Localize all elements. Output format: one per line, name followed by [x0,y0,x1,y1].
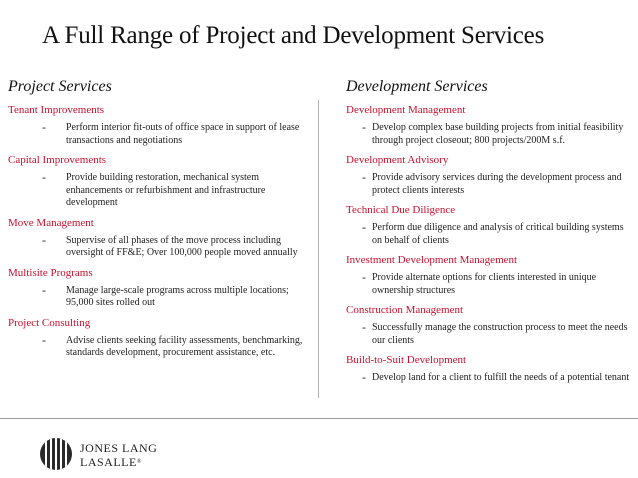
section-title: Development Management [346,104,466,116]
bullet-text: Provide building restoration, mechanical system enhancements or refurbishment and infrastructure development [66,172,266,208]
logo-wordmark [80,441,157,469]
bullet-item [346,172,636,197]
bullet-text: Develop land for a client to fulfill the needs of a potential tenant [372,372,630,383]
bullet-item [8,282,313,310]
section-title: Project Consulting [8,316,91,329]
dash-marker: - [362,370,366,384]
section-tenant-improvements [8,104,313,147]
section-construction-management [346,304,636,347]
bullet-text: Provide alternate options for clients interested in unique ownership structures [372,272,597,296]
section-move-management [8,217,313,260]
section-development-management [346,104,636,147]
dash-marker: - [362,320,366,334]
column-divider [318,100,319,398]
bullet-text: Develop complex base building projects from initial feasibility through project closeout; 800 projects/200M s.f. [372,122,624,146]
dash-marker: - [362,220,366,234]
section-title: Investment Development Management [346,254,518,266]
bullet-item [346,122,636,147]
section-capital-improvements [8,154,313,210]
development-services-column [346,78,636,392]
section-title: Technical Due Diligence [346,204,456,216]
dash-marker: - [42,232,46,247]
section-title: Development Advisory [346,154,449,166]
section-title: Construction Management [346,304,464,316]
logo-line-2-text: LASALLE [80,455,137,469]
section-title: Tenant Improvements [8,104,105,116]
logo-line-1: JONES LANG [80,441,158,455]
project-services-heading: Project Services [8,78,112,95]
bullet-item [346,372,636,385]
bullet-item [346,272,636,297]
section-title: Capital Improvements [8,154,107,166]
section-build-to-suit-development [346,354,636,385]
development-services-heading: Development Services [346,78,488,95]
section-title: Move Management [8,216,94,229]
dash-marker: - [42,170,46,184]
bullet-text: Manage large-scale programs across multiple locations; 95,000 sites rolled out [66,284,289,308]
registered-mark: ® [136,459,142,465]
dash-marker: - [362,170,366,184]
dash-marker: - [362,120,366,134]
section-multisite-programs [8,267,313,310]
logo-mark-icon [40,438,72,470]
dash-marker: - [362,270,366,284]
bullet-item [346,222,636,247]
bullet-text: Perform due diligence and analysis of critical building systems on behalf of clients [372,222,624,246]
section-investment-development-management [346,254,636,297]
slide-title: A Full Range of Project and Development Services [42,22,545,49]
section-title: Build-to-Suit Development [346,354,467,366]
footer-rule [0,418,638,419]
project-services-column [8,78,313,367]
logo-line-2 [80,455,157,469]
section-technical-due-diligence [346,204,636,247]
company-logo [40,438,160,472]
bullet-item [8,232,313,260]
bullet-text: Successfully manage the construction process to meet the needs our clients [372,322,628,346]
dash-marker: - [42,120,46,134]
bullet-text: Advise clients seeking facility assessments, benchmarking, standards development, procurement assistance, etc. [66,334,303,358]
section-title: Multisite Programs [8,266,93,279]
bullet-text: Perform interior fit-outs of office space in support of lease transactions and negotiations [66,122,300,146]
section-project-consulting [8,317,313,360]
dash-marker: - [42,282,46,297]
bullet-item [8,122,313,147]
dash-marker: - [42,332,46,347]
bullet-item [8,172,313,210]
bullet-item [346,322,636,347]
bullet-item [8,332,313,360]
bullet-text: Supervise of all phases of the move process including oversight of FF&E; Over 100,000 people moved annually [66,234,298,258]
bullet-text: Provide advisory services during the development process and protect clients interests [372,172,622,196]
section-development-advisory [346,154,636,197]
